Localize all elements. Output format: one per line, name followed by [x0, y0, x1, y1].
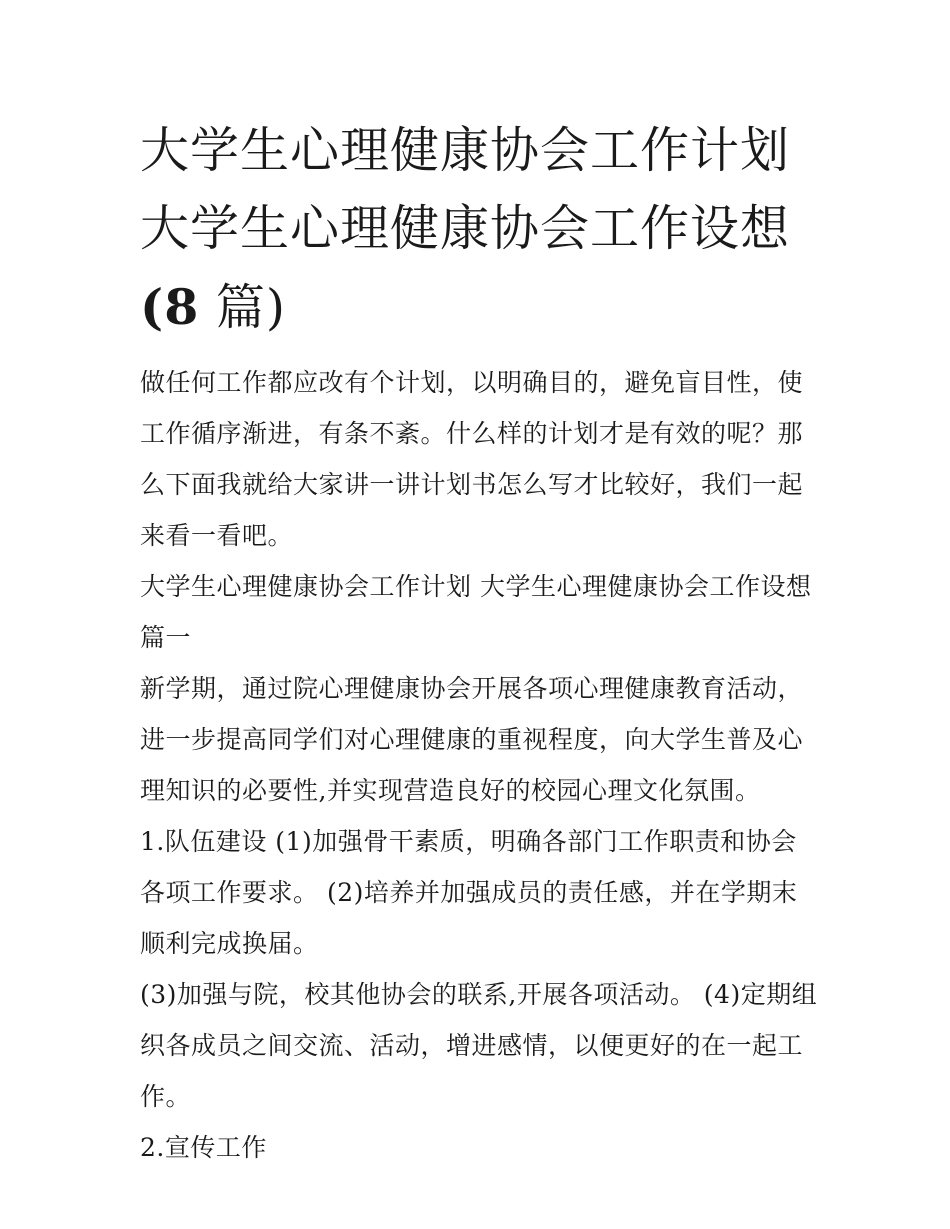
intro-paragraph: 做任何工作都应改有个计划，以明确目的，避免盲目性，使工作循序渐进，有条不紊。什么样的计划才是有效的呢？那么下面我就给大家讲一讲计划书怎么写才比较好，我们一起来看一看吧。 [140, 368, 804, 550]
title-paren-open: ( [140, 278, 165, 336]
title-count: 8 [164, 278, 200, 336]
title-line-2: 大学生心理健康协会工作设想 [140, 200, 791, 257]
document-page [140, 112, 820, 1173]
document-title [140, 112, 820, 347]
body-paragraph: (3)加强与院，校其他协会的联系,开展各项活动。 (4)定期组织各成员之间交流、活动，增进感情，以便更好的在一起工作。 [140, 980, 818, 1111]
subsection-heading: 2.宣传工作 [140, 1133, 267, 1162]
title-line-1: 大学生心理健康协会工作计划 [140, 122, 791, 179]
title-count-suffix: 篇) [199, 279, 286, 336]
body-paragraph: 新学期，通过院心理健康协会开展各项心理健康教育活动，进一步提高同学们对心理健康的重视程度，向大学生普及心理知识的必要性,并实现营造良好的校园心理文化氛围。 [140, 674, 804, 805]
body-paragraph: 1.队伍建设 (1)加强骨干素质，明确各部门工作职责和协会各项工作要求。 (2)培养并加强成员的责任感，并在学期末顺利完成换届。 [140, 827, 798, 958]
title-line-3 [140, 268, 820, 347]
section-heading: 大学生心理健康协会工作计划 大学生心理健康协会工作设想篇一 [140, 572, 812, 652]
